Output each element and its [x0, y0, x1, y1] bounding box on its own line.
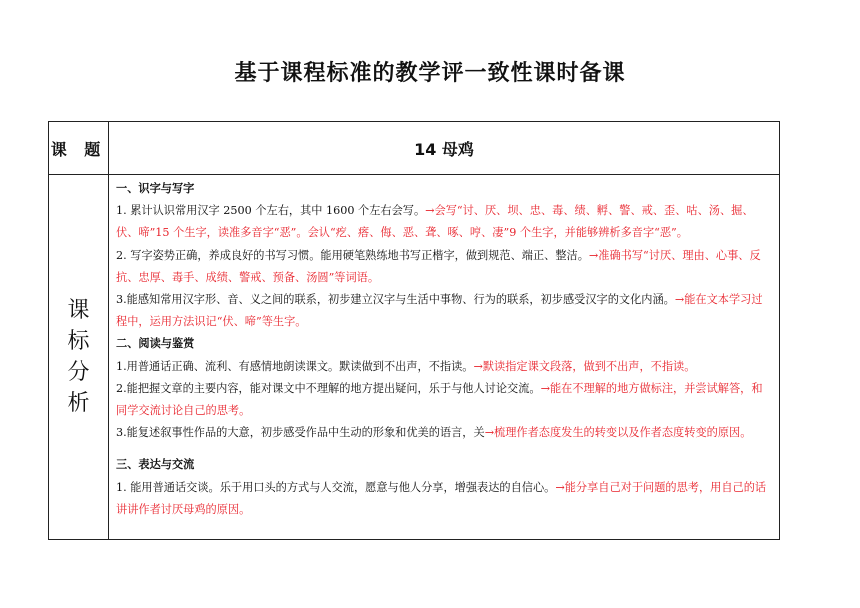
section-heading: 一、识字与写字 [116, 182, 195, 195]
side-label-cell [49, 175, 109, 540]
standard-item [116, 356, 773, 378]
standard-text: 2.能把握文章的主要内容，能对课文中不理解的地方提出疑问，乐于与他人讨论交流。 [116, 381, 541, 395]
target-text: →能在文本学习过程中，运用方法识记“伏、啼”等生字。 [116, 293, 763, 329]
standard-text: 3.能感知常用汉字形、音、义之间的联系，初步建立汉字与生活中事物、行为的联系，初步感受汉字的文化内涵。 [116, 293, 675, 307]
side-label [68, 295, 90, 419]
standard-text: 1. 累计认识常用汉字 2500 个左右，其中 1600 个左右会写。 [116, 204, 426, 218]
section-gap [116, 444, 773, 454]
target-text: →准确书写“讨厌、理由、心事、反抗、忠厚、毒手、成绩、警戒、预备、汤圆”等词语。 [116, 248, 761, 284]
standard-item [116, 200, 773, 244]
standard-text: 1. 能用普通话交谈。乐于用口头的方式与人交流，愿意与他人分享，增强表达的自信心。 [116, 480, 556, 494]
analysis-content [109, 175, 780, 540]
standard-text: 2. 写字姿势正确，养成良好的书写习惯。能用硬笔熟练地书写正楷字，做到规范、端正、整洁。 [116, 248, 589, 262]
standard-item [116, 289, 773, 333]
section-heading: 三、表达与交流 [116, 458, 195, 472]
standard-text: 3.能复述叙事性作品的大意，初步感受作品中生动的形象和优美的语言，关 [116, 426, 485, 440]
target-text: →能在不理解的地方做标注，并尝试解答，和同学交流讨论自己的思考。 [116, 381, 763, 418]
standard-item [116, 378, 773, 422]
lesson-table [48, 121, 780, 540]
side-char: 课 [67, 298, 90, 323]
header-row [49, 122, 780, 175]
target-text: →会写“讨、厌、坝、忠、毒、绩、孵、警、戒、歪、咕、汤、掘、伏、啼”15 个生字，读准多音字“恶”。会认“疙、瘩、侮、恶、聋、啄、哼、凄”9 个生字，并能够辨析多音字“恶”。 [116, 204, 754, 240]
target-text: →能分享自己对于问题的思考，用自己的话讲讲作者讨厌母鸡的原因。 [116, 480, 767, 516]
standard-text: 1.用普通话正确、流利、有感情地朗读课文。默读做到不出声，不指读。 [116, 359, 474, 373]
section-heading: 二、阅读与鉴赏 [116, 337, 195, 351]
side-char: 析 [67, 391, 90, 416]
target-text: →梳理作者态度发生的转变以及作者态度转变的原因。 [484, 426, 752, 440]
side-char: 分 [67, 360, 90, 385]
target-text: →默读指定课文段落，做到不出声，不指读。 [473, 359, 696, 373]
analysis-row [49, 175, 780, 540]
standard-item [116, 422, 773, 444]
standard-item [116, 245, 773, 289]
standard-item [116, 477, 773, 521]
lesson-title: 14 母鸡 [109, 122, 780, 175]
page-title: 基于课程标准的教学评一致性课时备课 [234, 61, 626, 86]
side-char: 标 [67, 329, 90, 354]
lesson-label: 课 题 [49, 122, 109, 175]
